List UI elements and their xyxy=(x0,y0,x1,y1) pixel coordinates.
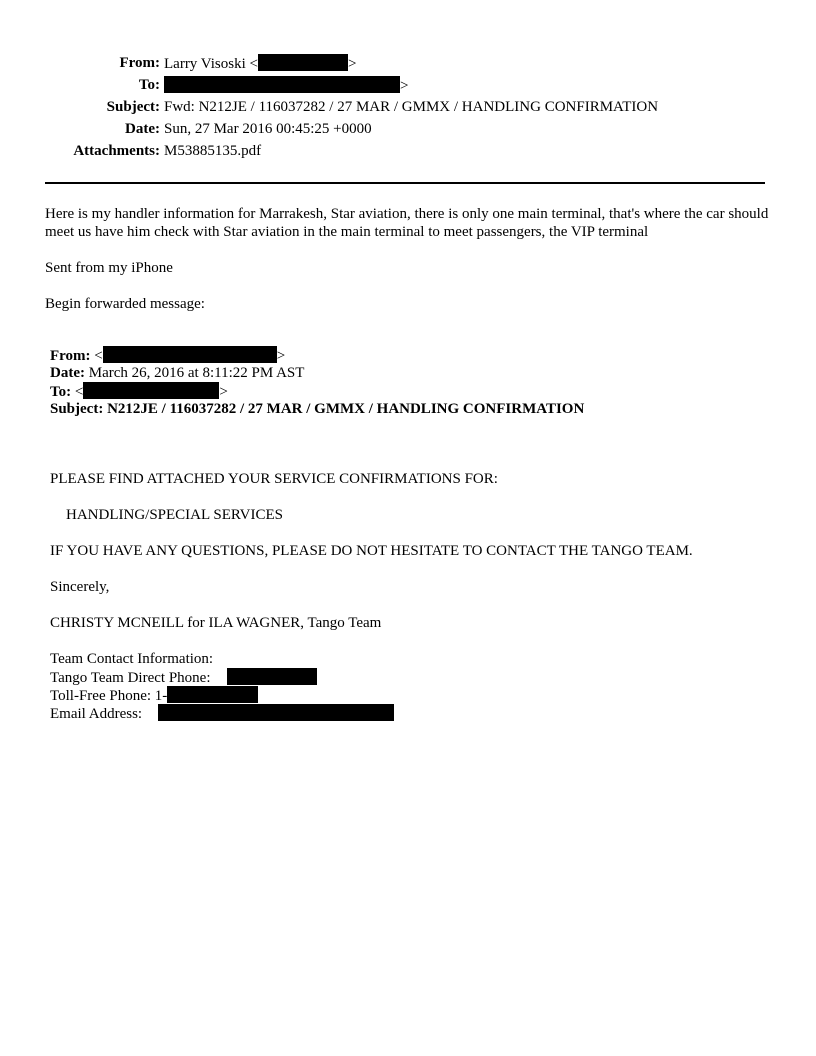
email-label: Email Address: xyxy=(50,706,143,722)
to-redaction xyxy=(164,76,400,93)
fwd-from-line xyxy=(50,346,285,365)
contact-email xyxy=(50,704,394,723)
tollfree-redaction xyxy=(167,686,258,703)
to-label: To: xyxy=(138,77,160,93)
fwd-line-services: HANDLING/SPECIAL SERVICES xyxy=(66,507,284,523)
from-label: From: xyxy=(119,55,160,71)
direct-phone-redaction xyxy=(227,668,317,685)
fwd-to-open: < xyxy=(71,384,84,400)
fwd-from-redaction xyxy=(103,346,277,363)
fwd-from-close: > xyxy=(276,348,286,364)
fwd-from-label: From: xyxy=(50,348,91,364)
tollfree-label: Toll-Free Phone: 1- xyxy=(50,688,168,704)
fwd-from-open: < xyxy=(90,348,103,364)
forward-intro: Begin forwarded message: xyxy=(45,296,205,312)
date-label: Date: xyxy=(125,121,160,137)
from-value xyxy=(164,54,356,73)
fwd-line-questions: IF YOU HAVE ANY QUESTIONS, PLEASE DO NOT HESITATE TO CONTACT THE TANGO TEAM. xyxy=(50,543,693,559)
to-close-bracket: > xyxy=(400,78,409,94)
email-redaction xyxy=(158,704,394,721)
from-name: Larry Visoski < xyxy=(164,56,258,72)
contact-tollfree-phone xyxy=(50,686,258,705)
fwd-subject-label: Subject: xyxy=(50,401,104,417)
message-body: Here is my handler information for Marrakesh, Star aviation, there is only one main terminal, that's where the car should meet us have him check with Star aviation in the main terminal to meet passengers, the VIP terminal xyxy=(45,206,769,240)
fwd-to-close: > xyxy=(219,384,228,400)
fwd-closing: Sincerely, xyxy=(50,579,110,595)
subject-label: Subject: xyxy=(106,99,160,115)
subject-value: Fwd: N212JE / 116037282 / 27 MAR / GMMX / HANDLING CONFIRMATION xyxy=(164,99,659,115)
fwd-subject-value: N212JE / 116037282 / 27 MAR / GMMX / HANDLING CONFIRMATION xyxy=(103,401,585,417)
attachment-file-link[interactable]: M53885135.pdf xyxy=(164,143,262,159)
direct-phone-label: Tango Team Direct Phone: xyxy=(50,670,211,686)
fwd-line-attached: PLEASE FIND ATTACHED YOUR SERVICE CONFIRMATIONS FOR: xyxy=(50,471,498,487)
signature: Sent from my iPhone xyxy=(45,260,173,276)
fwd-to-redaction xyxy=(83,382,219,399)
to-value xyxy=(164,76,408,95)
from-close-bracket: > xyxy=(347,56,357,72)
fwd-to-line xyxy=(50,382,228,401)
attachments-label: Attachments: xyxy=(73,143,160,159)
header-divider xyxy=(45,182,765,184)
fwd-date-label: Date: xyxy=(50,365,85,381)
contact-heading: Team Contact Information: xyxy=(50,651,214,667)
contact-direct-phone xyxy=(50,668,317,687)
fwd-subject-line xyxy=(50,400,584,418)
fwd-date-value: March 26, 2016 at 8:11:22 PM AST xyxy=(84,365,305,381)
fwd-to-label: To: xyxy=(50,384,72,400)
fwd-sender: CHRISTY MCNEILL for ILA WAGNER, Tango Team xyxy=(50,615,382,631)
from-email-redaction xyxy=(258,54,348,71)
fwd-date-line xyxy=(50,364,304,382)
date-value: Sun, 27 Mar 2016 00:45:25 +0000 xyxy=(164,121,372,137)
